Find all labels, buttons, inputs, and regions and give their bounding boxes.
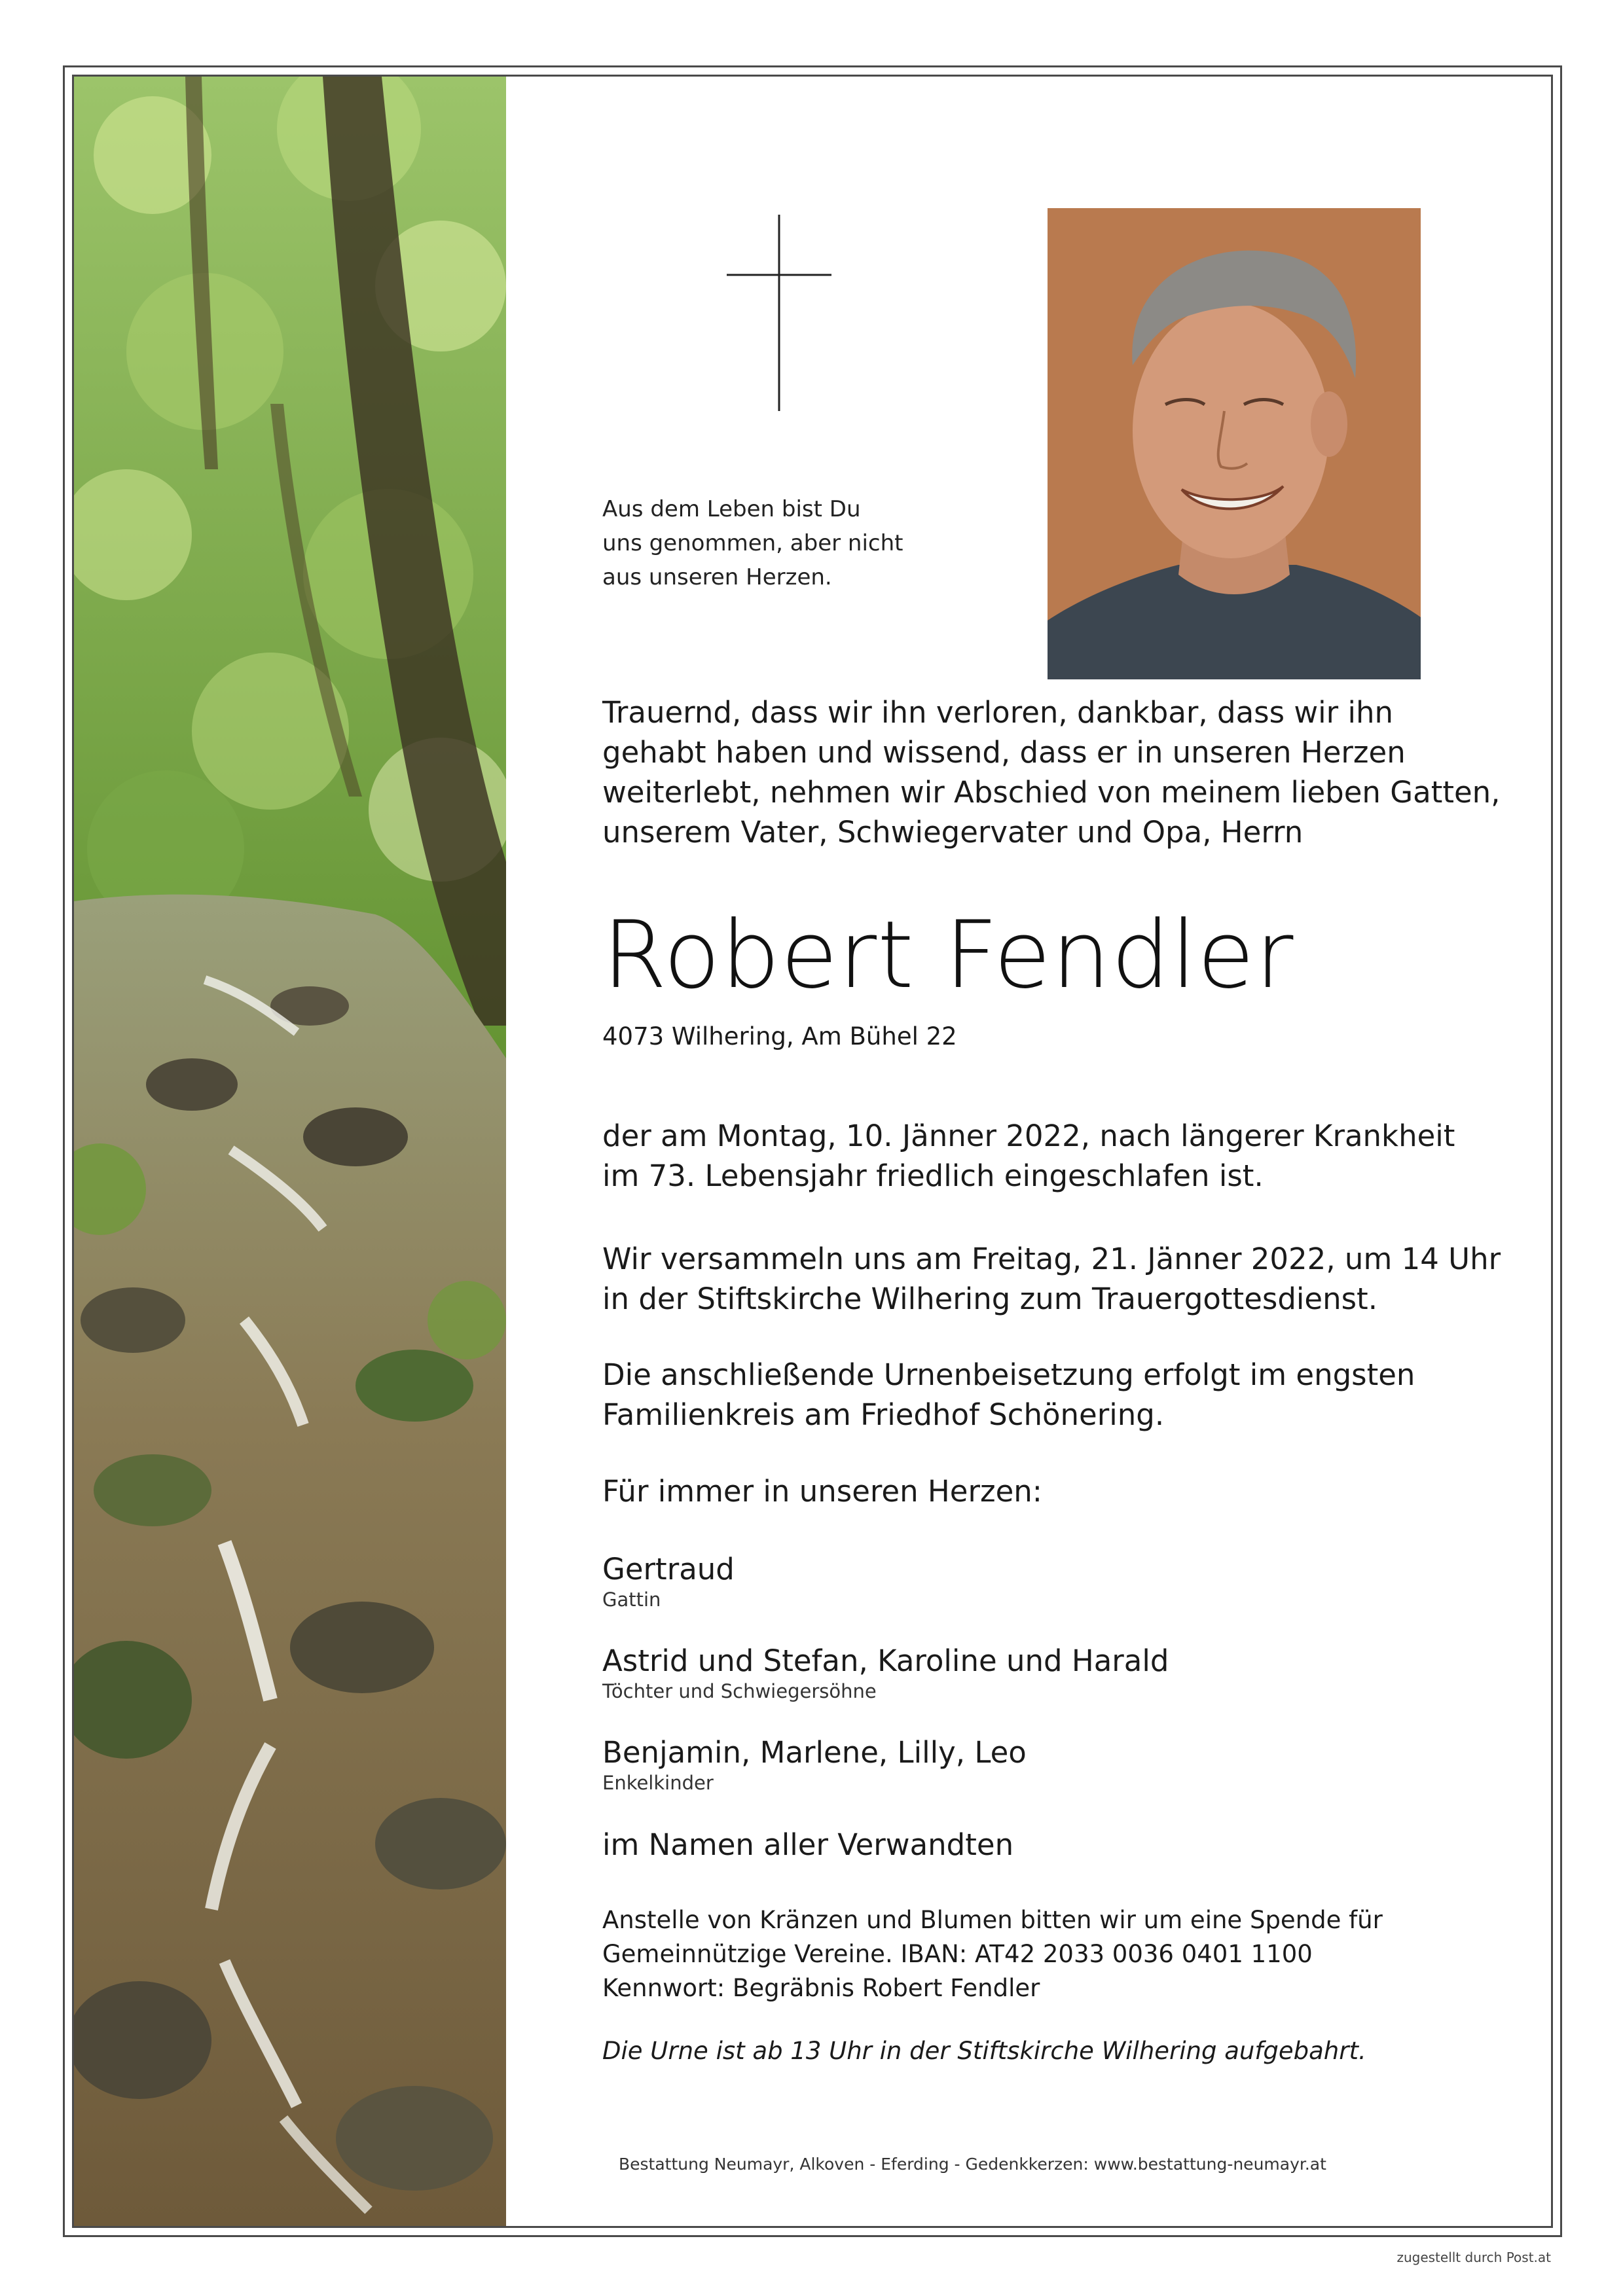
burial-paragraph: [602, 1355, 1415, 1435]
closing-line: Für immer in unseren Herzen:: [602, 1474, 1042, 1509]
death-paragraph: [602, 1116, 1455, 1196]
intro-line: unserem Vater, Schwiegervater und Opa, Herrn: [602, 815, 1304, 850]
funeral-home-footer: Bestattung Neumayr, Alkoven - Eferding - Gedenkkerzen: www.bestattung-neumayr.at: [619, 2155, 1326, 2174]
motto-line: uns genommen, aber nicht: [602, 530, 903, 556]
intro-line: weiterlebt, nehmen wir Abschied von meinem lieben Gatten,: [602, 775, 1501, 810]
deceased-address: 4073 Wilhering, Am Bühel 22: [602, 1022, 957, 1050]
mourner-relation: Gattin: [602, 1588, 661, 1611]
burial-line: Familienkreis am Friedhof Schönering.: [602, 1397, 1165, 1432]
donation-line: Gemeinnützige Vereine. IBAN: AT42 2033 0036 0401 1100: [602, 1940, 1313, 1968]
service-line: in der Stiftskirche Wilhering zum Trauergottesdienst.: [602, 1282, 1377, 1316]
service-line: Wir versammeln uns am Freitag, 21. Jänner 2022, um 14 Uhr: [602, 1242, 1501, 1276]
viewing-note: Die Urne ist ab 13 Uhr in der Stiftskirche Wilhering aufgebahrt.: [602, 2037, 1366, 2065]
motto-line: Aus dem Leben bist Du: [602, 496, 861, 522]
mourner-relation: Enkelkinder: [602, 1772, 714, 1794]
delivery-note: zugestellt durch Post.at: [1396, 2250, 1551, 2265]
mourner-relation: Töchter und Schwiegersöhne: [602, 1680, 877, 1702]
burial-line: Die anschließende Urnenbeisetzung erfolgt im engsten: [602, 1357, 1415, 1392]
service-paragraph: [602, 1239, 1501, 1319]
donation-line: Anstelle von Kränzen und Blumen bitten wir um eine Spende für: [602, 1906, 1383, 1934]
forest-stream-image: [74, 77, 506, 2226]
family-note: im Namen aller Verwandten: [602, 1827, 1014, 1862]
mourner-name: Astrid und Stefan, Karoline und Harald: [602, 1643, 1169, 1678]
death-line: im 73. Lebensjahr friedlich eingeschlafen ist.: [602, 1158, 1264, 1193]
donation-paragraph: [602, 1903, 1383, 2005]
death-line: der am Montag, 10. Jänner 2022, nach längerer Krankheit: [602, 1119, 1455, 1153]
mourner-name: Benjamin, Marlene, Lilly, Leo: [602, 1735, 1027, 1770]
intro-paragraph: [602, 692, 1501, 852]
donation-line: Kennwort: Begräbnis Robert Fendler: [602, 1974, 1040, 2002]
portrait-photo: [1048, 208, 1421, 679]
motto: [602, 492, 903, 594]
motto-line: aus unseren Herzen.: [602, 564, 832, 590]
deceased-name: Robert Fendler: [602, 901, 1294, 1009]
intro-line: Trauernd, dass wir ihn verloren, dankbar, dass wir ihn: [602, 695, 1393, 730]
cross-icon: [727, 215, 831, 411]
intro-line: gehabt haben und wissend, dass er in unseren Herzen: [602, 735, 1406, 770]
mourner-name: Gertraud: [602, 1552, 735, 1587]
